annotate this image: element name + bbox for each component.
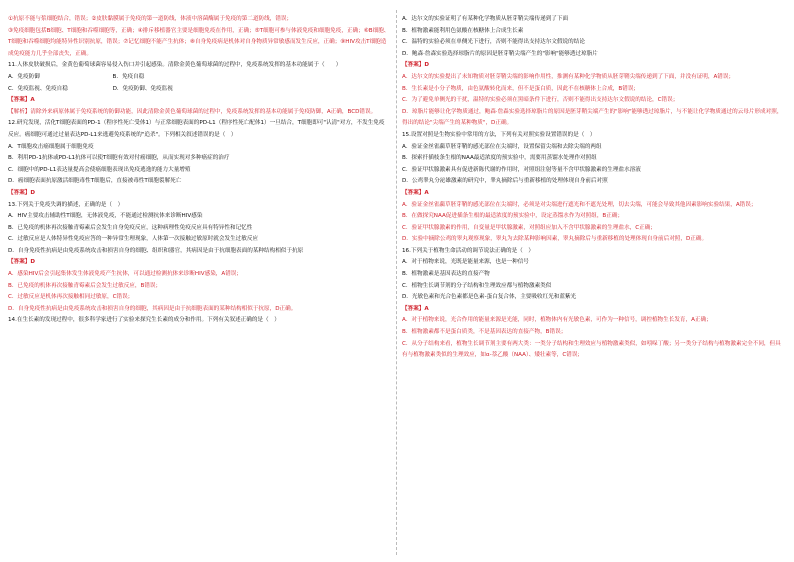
question-line: D．公鸡睾丸分泌雄激素的研究中，睾丸摘除后与重新移植的处理体现自身前后对照 (402, 178, 608, 185)
column-divider (396, 10, 397, 555)
question-line: D．自身免疫性抗病是由免疫系统攻击和损害自身的细胞、组织和器官，其病因是由于抗细胞表面的某种结构相似于抗原 (8, 247, 304, 254)
question-line: 16.下列关于植物生命活动的调节说法正确的是（ ） (402, 247, 534, 254)
question-line: C．过敏反应是人体特异性免疫应答的一种异常生理现象，人体第一次接触过敏原时就会发生过敏反应 (8, 236, 259, 243)
answer-line: 【答案】D (402, 62, 430, 69)
question-line: A．免疫防御 B．免疫自稳 (8, 73, 145, 80)
answer-line: 【答案】A (402, 189, 429, 196)
question-line: C．验证甲状腺激素具有促进新陈代谢的作用时，对照组注射等量不含甲状腺激素的生理盐水溶液 (402, 166, 641, 173)
question-line: 15.设置对照是生物实验中常用的方法，下列有关对照实验设置错误的是（ ） (402, 131, 596, 138)
answer-line: 【答案】A (8, 97, 35, 104)
question-line: A．达尔文的实验证明了有某种化学物质从胚芽鞘尖端传递到了下面 (402, 16, 569, 22)
question-line: A．对于植物来说，光既是能量来源，也是一种信号 (402, 259, 529, 266)
explanation-line: C．从分子结构来看，植物生长调节剂主要有两大类：一类分子结构和生理效应与植物激素类似，如吲哚丁酸；另一类分子结构与植物激素完全不同，但具有与植物激素类似的生理效应，如α-萘乙酸（NAA）、矮壮素等，C错误； (402, 340, 781, 359)
question-line: B．已免疫的机体再次接触青霉素后会发生自身免疫反应，这种病理性免疫反应具有特异性和记忆性 (8, 224, 253, 231)
question-line: C．植物生长调节剂的分子结构和生理效应都与植物激素类似 (402, 282, 552, 289)
explanation-line: D．实验中摘除公鸡的睾丸观察现象，睾丸为去除某种影响因素，睾丸摘除后与重新移植的处理体现自身前后对照，D正确。 (402, 236, 708, 243)
answer-line: 【答案】A (402, 305, 429, 312)
question-line: A．T细胞攻击癌细胞属于细胞免疫 (8, 143, 94, 150)
question-line: B．探索扦插枝条生根的NAA最适浓度的预实验中，需要用蒸馏水处理作对照组 (402, 155, 597, 162)
explanation-line: C．为了避免单侧光的干扰，温特的实验必须在黑暗条件下进行，否则不能得出支持达尔文假说的结论，C错误； (402, 97, 679, 104)
explanation-line: C．验证甲状腺激素的作用，自变量是甲状腺激素，对照组应加入不含甲状腺激素的生理盐水，C正确； (402, 224, 656, 231)
explanation-line: B．生长素是小分子物质，由色氨酸转化而来，但不是蛋白质，因此不在核糖体上合成，B错误； (402, 85, 640, 92)
explanation-line: 【解析】清除外来病原体属于免疫系统的防御功能，因此清除金黄色葡萄球菌的过程中，免疫系统发挥的基本功能属于免疫防御，A正确，BCD错误。 (8, 108, 377, 115)
question-line: 14.在生长素的发现过程中，很多科学家进行了实验来探究生长素的成分和作用。下列有关叙述正确的是（ ） (8, 317, 280, 324)
question-line: B．植物激素能利用色氨酸在核糖体上合成生长素 (402, 27, 524, 34)
explanation-line: C．过敏反应是机体再次接触相同过敏原，C错误； (8, 294, 134, 301)
question-line: 13.下列关于免疫失调的描述，正确的是（ ） (8, 201, 124, 208)
explanation-line: B．在做探究NAA促进插条生根的最适浓度的预实验中，设定蒸馏水作为对照组，B正确； (402, 213, 624, 220)
explanation-line: ③免疫细胞包括B细胞、T细胞和吞噬细胞等，正确；④排斥移植器官主要是细胞免疫在作用，正确；⑤T细胞可参与体液免疫和细胞免疫，正确；⑥B细胞、T细胞和吞噬细胞均能特异性识别抗原，错误；⑦记忆细胞不能产生抗体；⑧自身免疫病是机体对自身物质异常敏感而发生反应，正确；⑨HIV攻击T细胞造成免疫能力几乎全部丧失，正确。 (8, 27, 390, 57)
right-column (402, 14, 784, 362)
question-line: A．HIV主要攻击辅助性T细胞，无体液免疫，不能通过检测抗体来诊断HIV感染 (8, 213, 203, 220)
explanation-line: A．达尔文的实验提出了未知物质对胚芽鞘尖端的影响作用性，推测有某种化学物质从胚芽鞘尖端传递到了下面，并没有证明，A错误； (402, 73, 735, 80)
left-column (8, 14, 390, 327)
question-line: B．利用PD-1抗体或PD-L1抗体可以使T细胞有效对付癌细胞，从而实现对多种癌症的治疗 (8, 155, 230, 162)
question-line: C．细胞中的PD-L1表达量提高会使癌细胞表现出免疫逃逸的能力大量增殖 (8, 166, 191, 173)
explanation-line: ①抗原不能与浆细胞结合，错误；②皮肤黏膜属于免疫的第一道防线，体液中溶菌酶属于免疫的第二道防线，错误； (8, 16, 293, 22)
question-line: C．免疫监视、免疫自稳 D．免疫防御、免疫监视 (8, 85, 173, 92)
question-line: 11.人体皮肤破损后，金黄色葡萄球菌容易侵入伤口并引起感染。清除金黄色葡萄球菌的过程中，免疫系统发挥的基本功能属于（ ） (8, 62, 342, 69)
question-line: C．温特的实验必须在单侧光下进行，否则不能得出支持达尔文假说的结论 (402, 39, 585, 46)
explanation-line: A．验证金丝雀虉草胚芽鞘的感光部位在尖端时，必须是对尖端进行遮光和不遮光处理，切去尖端，可能会导致其他因素影响实验结果，A错误； (402, 201, 757, 208)
question-line: D．光敏色素和光合色素都是色素-蛋白复合体，主要吸收红光和蓝紫光 (402, 294, 577, 301)
question-line: A．验证金丝雀虉草胚芽鞘的感光部位在尖端时，设置保留尖端和去除尖端的两组 (402, 143, 602, 150)
explanation-line: B．植物激素都不是蛋白质类，不是基因表达的直接产物，B错误； (402, 329, 567, 336)
answer-line: 【答案】D (8, 189, 36, 196)
explanation-line: D．琼脂片能够让化学物质通过，鲍森·詹森实验选择琼脂片的原因是胚芽鞘尖端产生的"影响"能够透过琼脂片，与不能让化学物质通过的云母片形成对照，得出的结论"尖端产生的某种物质"，D正确。 (402, 108, 783, 127)
explanation-line: A．对于植物来说，光合作用的能量来源是光能，同时，植物体内有光敏色素，可作为一种信号，调控植物生长发育，A正确； (402, 317, 712, 324)
question-line: D．癌细胞表面抗原激活细胞毒性T细胞后，直接被毒性T细胞裂解死亡 (8, 178, 182, 185)
question-line: 12.研究发现，活化T细胞表面的PD-1（程序性死亡受体1）与正常细胞表面的PD-L1（程序性死亡配体1）一旦结合，T细胞即可"认清"对方，不发生免疫反应。癌细胞可通过过量表达PD-L1来逃避免疫系统的"追杀"。下列相关叙述错误的是（ ） (8, 120, 385, 138)
explanation-line: B．已免疫的机体再次接触青霉素后会发生过敏反应，B错误； (8, 282, 162, 289)
explanation-line: A．感染HIV后会引起集体发生体液免疫产生抗体，可以通过检测抗体来诊断HIV感染，A错误； (8, 271, 242, 278)
question-line: B．植物激素是基因表达的直接产物 (402, 271, 490, 278)
answer-line: 【答案】D (8, 259, 36, 266)
explanation-line: D．自身免疫性抗病是由免疫系统攻击和损害自身的细胞，其病因是由于抗细胞表面的某种结构相似于抗原，D正确。 (8, 305, 297, 312)
question-line: D．鲍森·詹森实验选择琼脂片的原因是胚芽鞘尖端产生的"影响"能够透过琼脂片 (402, 50, 598, 57)
